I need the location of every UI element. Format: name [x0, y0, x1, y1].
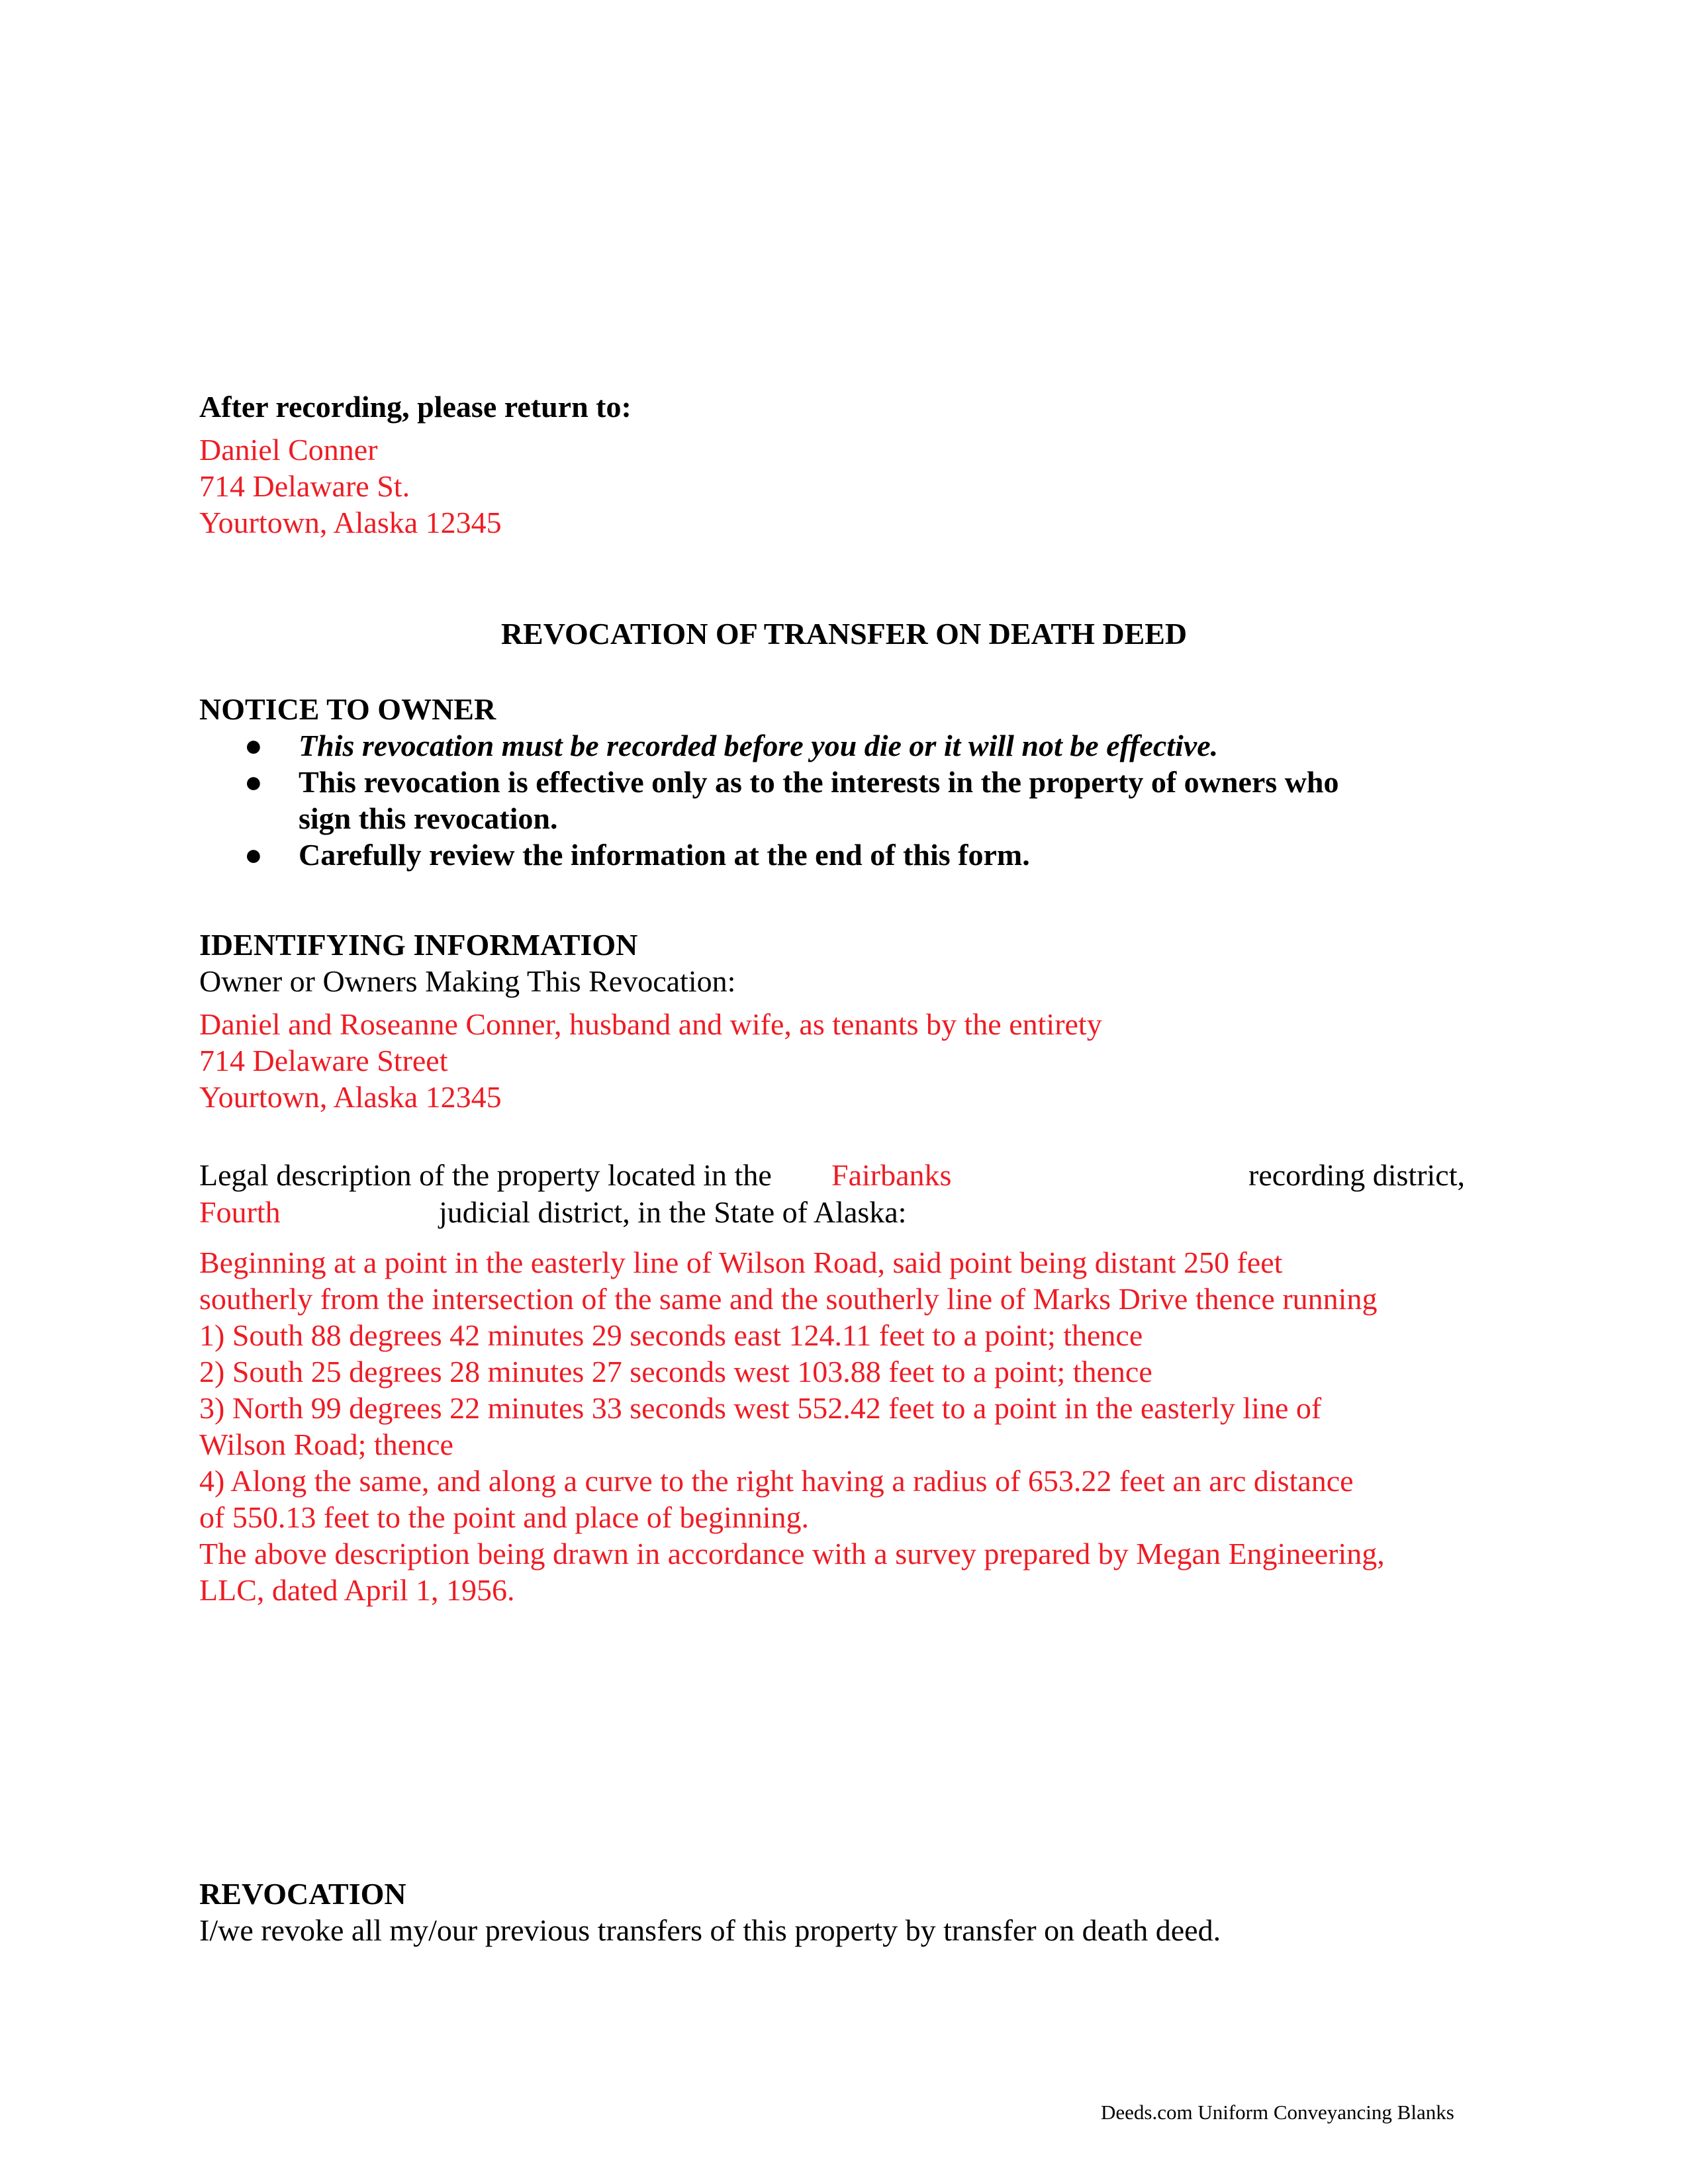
notice-item [199, 837, 1339, 873]
legal-description-line: Wilson Road; thence [199, 1428, 453, 1461]
return-to-name: Daniel Conner [199, 433, 378, 467]
legal-description-line: LLC, dated April 1, 1956. [199, 1573, 515, 1607]
notice-item-text: Carefully review the information at the end of this form. [299, 838, 1030, 872]
revocation-heading: REVOCATION [199, 1877, 406, 1911]
notice-heading: NOTICE TO OWNER [199, 692, 496, 726]
page-footer: Deeds.com Uniform Conveyancing Blanks [1101, 2101, 1454, 2124]
return-to-city: Yourtown, Alaska 12345 [199, 506, 502, 539]
identifying-heading: IDENTIFYING INFORMATION [199, 928, 638, 962]
owners-names: Daniel and Roseanne Conner, husband and wife, as tenants by the entirety [199, 1007, 1102, 1041]
recording-district-label: recording district, [1248, 1158, 1466, 1192]
notice-item-text: This revocation is effective only as to the interests in the property of owners who [299, 765, 1339, 799]
notice-list [199, 727, 1339, 873]
owners-street: 714 Delaware Street [199, 1044, 448, 1077]
bullet-icon: ● [244, 729, 263, 762]
legal-description [199, 1244, 1385, 1608]
judicial-district-label: judicial district, in the State of Alaska: [439, 1195, 907, 1229]
bullet-icon: ● [244, 765, 263, 799]
notice-section [199, 691, 1339, 873]
legal-description-line: 3) North 99 degrees 22 minutes 33 seconds west 552.42 feet to a point in the easterly line of [199, 1391, 1322, 1425]
notice-item [199, 764, 1339, 837]
document-title: REVOCATION OF TRANSFER ON DEATH DEED [500, 617, 1188, 651]
legal-description-line: of 550.13 feet to the point and place of beginning. [199, 1500, 810, 1534]
bullet-icon: ● [244, 838, 263, 872]
legal-description-line: 2) South 25 degrees 28 minutes 27 seconds west 103.88 feet to a point; thence [199, 1355, 1152, 1388]
owners-city: Yourtown, Alaska 12345 [199, 1080, 502, 1114]
judicial-district-value: Fourth [199, 1195, 281, 1229]
return-to-block [199, 388, 632, 541]
legal-description-line: 1) South 88 degrees 42 minutes 29 seconds east 124.11 feet to a point; thence [199, 1318, 1143, 1352]
revocation-section [199, 1876, 1221, 1948]
revocation-text: I/we revoke all my/our previous transfers of this property by transfer on death deed. [199, 1913, 1221, 1947]
return-to-street: 714 Delaware St. [199, 469, 410, 503]
owners-block [199, 1006, 1102, 1115]
legal-intro: Legal description of the property located in the [199, 1158, 772, 1192]
owners-label: Owner or Owners Making This Revocation: [199, 964, 736, 998]
return-to-heading: After recording, please return to: [199, 390, 632, 424]
recording-district-value: Fairbanks [831, 1158, 952, 1192]
legal-description-line: 4) Along the same, and along a curve to the right having a radius of 653.22 feet an arc distance [199, 1464, 1354, 1498]
notice-item-text: This revocation must be recorded before you die or it will not be effective. [299, 729, 1219, 762]
legal-description-line: The above description being drawn in accordance with a survey prepared by Megan Engineering, [199, 1537, 1385, 1570]
notice-item [199, 727, 1339, 764]
notice-item-text: sign this revocation. [299, 801, 558, 835]
legal-description-line: southerly from the intersection of the same and the southerly line of Marks Drive thence running [199, 1282, 1378, 1316]
legal-description-line: Beginning at a point in the easterly line of Wilson Road, said point being distant 250 feet [199, 1246, 1283, 1279]
identifying-section [199, 927, 1102, 1115]
